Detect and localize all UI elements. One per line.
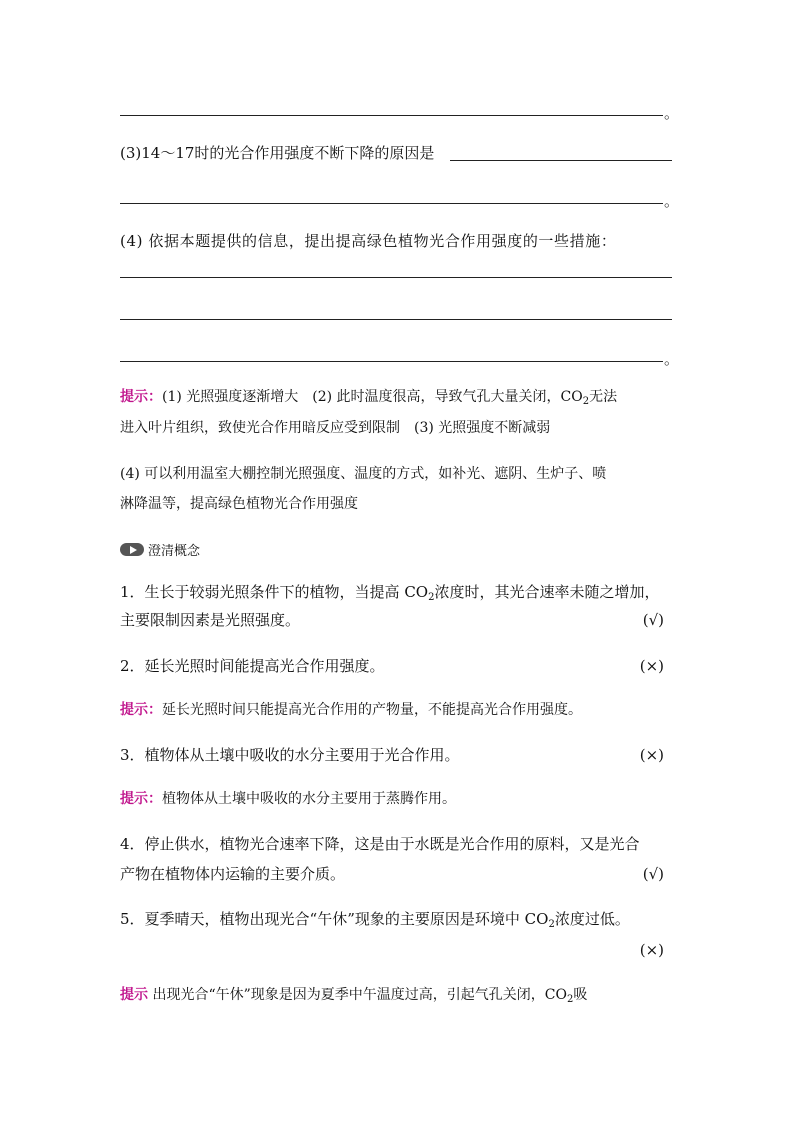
question-3-text: (3)14～17时的光合作用强度不断下降的原因是: [120, 144, 435, 162]
item-4-mark: (√): [642, 865, 664, 883]
hint-label: 提示：: [120, 702, 162, 718]
hint-1-line-3: (4) 可以利用温室大棚控制光照强度、温度的方式，如补光、遮阴、生炉子、喷: [120, 466, 607, 482]
period: 。: [664, 192, 680, 210]
question-4-text: (4) 依据本题提供的信息，提出提高绿色植物光合作用强度的一些措施：: [120, 232, 617, 250]
item-3-mark: (×): [639, 746, 664, 764]
section-header: [120, 540, 200, 559]
item-1-mark: (√): [642, 611, 664, 629]
period: 。: [664, 104, 680, 122]
answer-line: [450, 160, 672, 161]
question-4: [120, 231, 616, 251]
item-4-line-1: 4．停止供水，植物光合速率下降，这是由于水既是光合作用的原料，又是光合: [120, 835, 640, 853]
answer-line: [120, 277, 672, 278]
item-4-line-2: 产物在植物体内运输的主要介质。: [120, 865, 346, 883]
answer-line: [120, 203, 663, 204]
hint-label: 提示：: [120, 389, 162, 405]
item-2-hint: 提示：延长光照时间只能提高光合作用的产物量，不能提高光合作用强度。: [120, 702, 582, 718]
play-icon: [120, 543, 144, 556]
hint-1-line-4: 淋降温等，提高绿色植物光合作用强度: [120, 496, 358, 512]
hint-1-line-1: 提示：(1) 光照强度逐渐增大 (2) 此时温度很高，导致气孔大量关闭，$CO_2$无法: [120, 389, 618, 407]
item-2-mark: (×): [639, 657, 664, 675]
question-3: [120, 143, 434, 163]
answer-line: [120, 115, 663, 116]
item-3-hint: 提示：植物体从土壤中吸收的水分主要用于蒸腾作用。: [120, 791, 456, 807]
item-1-line-1: 1．生长于较弱光照条件下的植物，当提高 $CO_2$浓度时，其光合速率未随之增加，: [120, 583, 660, 603]
item-3-line-1: 3．植物体从土壤中吸收的水分主要用于光合作用。: [120, 746, 460, 764]
item-5-mark: (×): [639, 941, 664, 959]
period: 。: [664, 350, 680, 368]
answer-line: [120, 361, 663, 362]
hint-1-line-2: 进入叶片组织，致使光合作用暗反应受到限制 (3) 光照强度不断减弱: [120, 420, 551, 436]
section-title: 澄清概念: [148, 544, 201, 559]
hint-label: 提示：: [120, 791, 162, 807]
answer-line: [120, 319, 672, 320]
item-5-line-1: 5．夏季晴天，植物出现光合“午休”现象的主要原因是环境中 $CO_2$浓度过低。: [120, 910, 630, 930]
hint-label: 提示: [120, 987, 148, 1003]
item-2-line-1: 2．延长光照时间能提高光合作用强度。: [120, 657, 385, 675]
item-5-hint: 提示 出现光合“午休”现象是因为夏季中午温度过高，引起气孔关闭，$CO_2$吸: [120, 987, 588, 1005]
item-1-line-2: 主要限制因素是光照强度。: [120, 611, 301, 629]
